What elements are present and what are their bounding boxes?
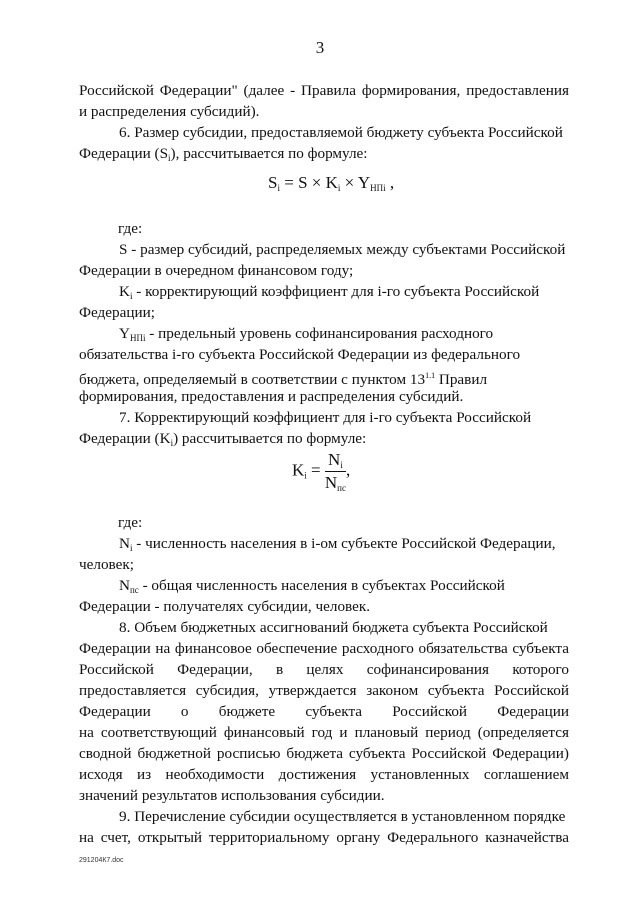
text-line: Федерации на финансовое обеспечение расходного обязательства субъекта	[79, 640, 569, 657]
formula-correction-coefficient: $K_i$ = $\frac{N_i}{N_{пс}}$ ,	[292, 450, 351, 493]
text-line: сводной бюджетной росписью бюджета субъекта Российской Федерации)	[79, 745, 569, 762]
text-line: S - размер субсидий, распределяемых между субъектами Российской	[119, 241, 566, 258]
text-line: $K_i$ - корректирующий коэффициент для i-го субъекта Российской	[119, 283, 540, 301]
text-line: Федерации в очередном финансовом году;	[79, 262, 354, 279]
text-line: Российской Федерации, в целях софинансирования которого	[79, 661, 569, 678]
text-line: $Y_{НПi}$ - предельный уровень софинансирования расходного	[119, 325, 494, 343]
formula-subsidy-size: $S_i = S \times K_i \times Y_{НПi}$ ,	[268, 173, 395, 193]
text-line: $N_{пс}$ - общая численность населения в субъектах Российской	[119, 577, 505, 595]
text-line: Федерации;	[79, 304, 155, 321]
page-number: 3	[315, 38, 325, 57]
text-line: и распределения субсидий).	[79, 103, 260, 120]
text-line: Федерации - получателях субсидии, человек.	[79, 598, 371, 615]
text-line: $N_i$ - численность населения в i-ом субъекте Российской Федерации,	[119, 535, 556, 553]
text-line: на соответствующий финансовый год и плановый период (определяется	[79, 724, 569, 741]
text-line: Российской Федерации" (далее - Правила формирования, предоставления	[79, 82, 569, 99]
text-line: где:	[118, 514, 143, 531]
text-line: бюджета, определяемый в соответствии с пунктом $13^{1.1}$ Правил	[79, 371, 488, 388]
text-line: Федерации о бюджете субъекта Российской Федерации	[79, 703, 569, 720]
text-line: Федерации $(K_i)$ рассчитывается по формуле:	[79, 430, 367, 448]
text-line: формирования, предоставления и распределения субсидий.	[79, 388, 464, 405]
paragraph-9-start: 9. Перечисление субсидии осуществляется в установленном порядке	[119, 808, 566, 825]
text-line: обязательства i-го субъекта Российской Федерации из федерального	[79, 346, 521, 363]
document-filename-footer: 291204К7.doc	[79, 857, 124, 864]
paragraph-6-start: 6. Размер субсидии, предоставляемой бюджету субъекта Российской	[119, 124, 563, 141]
text-line: человек;	[79, 556, 134, 573]
text-line: исходя из необходимости достижения установленных соглашением	[79, 766, 569, 783]
paragraph-7-start: 7. Корректирующий коэффициент для i-го субъекта Российской	[119, 409, 532, 426]
text-line: Федерации $(S_i)$, рассчитывается по формуле:	[79, 145, 368, 163]
text-line: предоставляется субсидия, утверждается законом субъекта Российской	[79, 682, 569, 699]
text-line: значений результатов использования субсидии.	[79, 787, 385, 804]
paragraph-8-start: 8. Объем бюджетных ассигнований бюджета субъекта Российской	[119, 619, 548, 636]
text-line: на счет, открытый территориальному органу Федерального казначейства	[79, 829, 569, 846]
text-line: где:	[118, 220, 143, 237]
